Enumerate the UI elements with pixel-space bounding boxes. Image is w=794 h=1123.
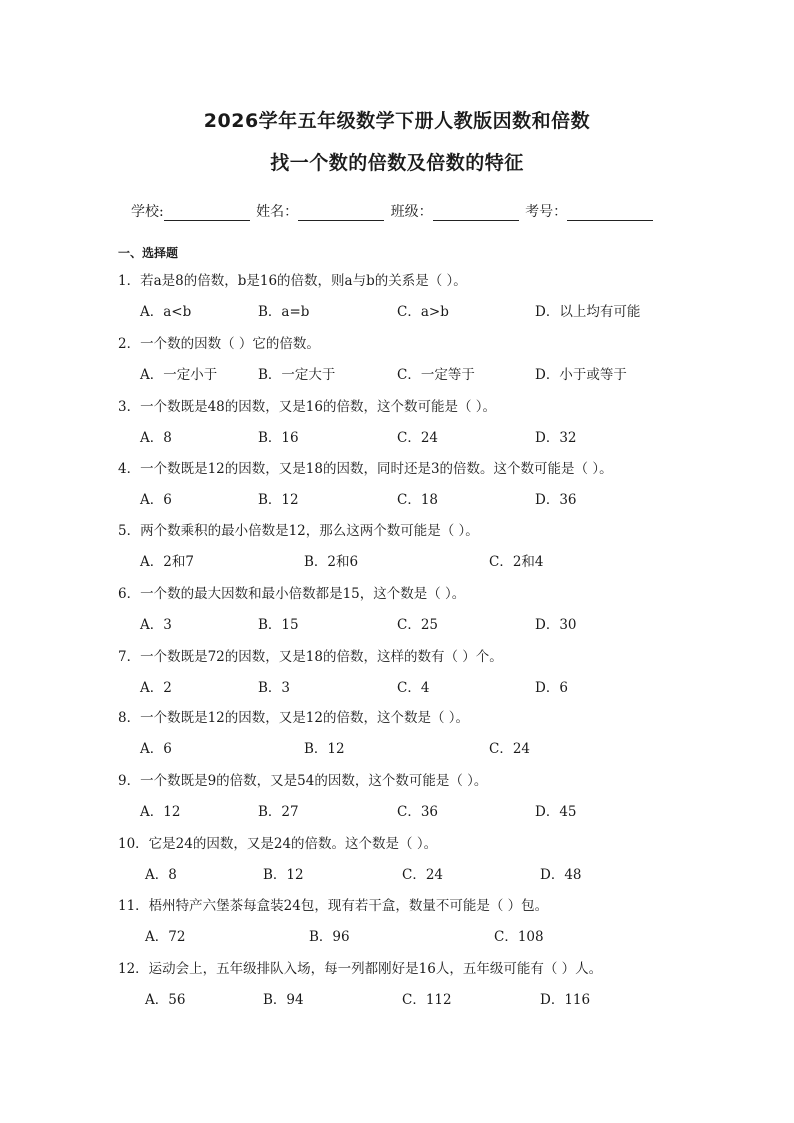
- answer-option[interactable]: B．15: [258, 617, 299, 633]
- answer-option[interactable]: C．2和4: [489, 554, 544, 570]
- class-label: 班级：: [390, 204, 433, 220]
- question-stem: 4．一个数既是12的因数，又是18的因数，同时还是3的倍数。这个数可能是（ ）。: [118, 461, 613, 477]
- answer-option[interactable]: B．a=b: [258, 304, 310, 320]
- answer-option[interactable]: B．12: [263, 867, 304, 883]
- answer-option[interactable]: A．2: [140, 680, 172, 696]
- answer-option[interactable]: D．48: [540, 867, 582, 883]
- answer-option[interactable]: A．一定小于: [140, 367, 218, 383]
- answer-option[interactable]: D．32: [535, 430, 577, 446]
- answer-option[interactable]: C．4: [397, 680, 430, 696]
- answer-option[interactable]: A．8: [140, 430, 172, 446]
- question-stem: 2．一个数的因数（ ）它的倍数。: [118, 336, 320, 352]
- question-stem: 10．它是24的因数，又是24的倍数。这个数是（ ）。: [118, 836, 438, 852]
- answer-option[interactable]: C．25: [397, 617, 439, 633]
- answer-option[interactable]: A．a<b: [140, 304, 192, 320]
- answer-option[interactable]: C．36: [397, 804, 439, 820]
- student-info-row: [131, 201, 655, 221]
- answer-option[interactable]: D．小于或等于: [535, 367, 627, 383]
- answer-option[interactable]: C．112: [402, 992, 452, 1008]
- answer-option[interactable]: C．一定等于: [397, 367, 475, 383]
- question-stem: 1．若a是8的倍数，b是16的倍数，则a与b的关系是（ ）。: [118, 273, 467, 289]
- question-stem: 5．两个数乘积的最小倍数是12，那么这两个数可能是（ ）。: [118, 523, 479, 539]
- answer-option[interactable]: D．36: [535, 492, 577, 508]
- answer-option[interactable]: A．8: [145, 867, 177, 883]
- answer-option[interactable]: A．6: [140, 492, 172, 508]
- answer-option[interactable]: D．45: [535, 804, 577, 820]
- question-stem: 6．一个数的最大因数和最小倍数都是15，这个数是（ ）。: [118, 586, 466, 602]
- answer-option[interactable]: B．16: [258, 430, 299, 446]
- answer-option[interactable]: A．72: [145, 929, 186, 945]
- answer-option[interactable]: B．3: [258, 680, 291, 696]
- answer-option[interactable]: B．94: [263, 992, 304, 1008]
- answer-option[interactable]: D．30: [535, 617, 577, 633]
- answer-option[interactable]: C．24: [397, 430, 439, 446]
- answer-option[interactable]: D．116: [540, 992, 591, 1008]
- answer-option[interactable]: B．12: [258, 492, 299, 508]
- answer-option[interactable]: D．以上均有可能: [535, 304, 641, 320]
- answer-option[interactable]: D．6: [535, 680, 568, 696]
- answer-option[interactable]: C．24: [489, 741, 531, 757]
- name-blank: [298, 206, 384, 221]
- answer-option[interactable]: B．一定大于: [258, 367, 336, 383]
- class-blank: [433, 206, 519, 221]
- section-heading: 一、选择题: [118, 246, 179, 260]
- question-stem: 11．梧州特产六堡茶每盒装24包，现有若干盒，数量不可能是（ ）包。: [118, 898, 549, 914]
- school-label: 学校:: [131, 204, 164, 220]
- question-stem: 12．运动会上，五年级排队入场，每一列都刚好是16人，五年级可能有（ ）人。: [118, 961, 603, 977]
- name-label: 姓名：: [256, 204, 299, 220]
- exam-number-blank: [567, 206, 653, 221]
- school-blank: [164, 206, 250, 221]
- answer-option[interactable]: C．108: [494, 929, 544, 945]
- question-stem: 8．一个数既是12的因数，又是12的倍数，这个数是（ ）。: [118, 710, 469, 726]
- worksheet-subtitle: 找一个数的倍数及倍数的特征: [270, 152, 524, 174]
- answer-option[interactable]: B．12: [304, 741, 345, 757]
- answer-option[interactable]: B．96: [309, 929, 350, 945]
- answer-option[interactable]: C．24: [402, 867, 444, 883]
- answer-option[interactable]: B．27: [258, 804, 299, 820]
- answer-option[interactable]: C．18: [397, 492, 439, 508]
- answer-option[interactable]: A．3: [140, 617, 172, 633]
- answer-option[interactable]: A．12: [140, 804, 181, 820]
- question-stem: 3．一个数既是48的因数，又是16的倍数，这个数可能是（ ）。: [118, 399, 496, 415]
- worksheet-title: 2026学年五年级数学下册人教版因数和倍数: [203, 110, 591, 132]
- question-stem: 9．一个数既是9的倍数，又是54的因数，这个数可能是（ ）。: [118, 773, 488, 789]
- answer-option[interactable]: A．6: [140, 741, 172, 757]
- question-stem: 7．一个数既是72的因数，又是18的倍数，这样的数有（ ）个。: [118, 649, 503, 665]
- answer-option[interactable]: A．2和7: [140, 554, 194, 570]
- exam-number-label: 考号：: [525, 204, 568, 220]
- answer-option[interactable]: C．a>b: [397, 304, 449, 320]
- answer-option[interactable]: A．56: [145, 992, 186, 1008]
- answer-option[interactable]: B．2和6: [304, 554, 359, 570]
